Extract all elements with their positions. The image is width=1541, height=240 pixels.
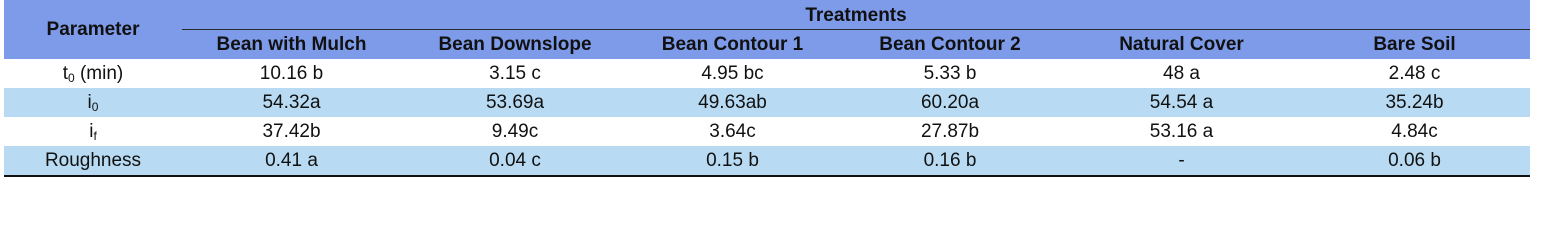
row-label-t0: $t_0$ (min) [62,62,124,85]
table-row-i0 [4,88,1530,117]
table-cell: 5.33 b [923,62,977,84]
table-cell: 27.87b [920,120,980,142]
table-cell: 37.42b [262,120,321,142]
table-cell: 10.16 b [259,62,324,84]
table-cell: 53.16 a [1149,120,1214,142]
table-cell: 4.95 bc [701,62,764,84]
column-header-natural-cover: Natural Cover [1064,30,1299,60]
table-cell: 2.48 c [1388,62,1441,84]
table-cell: 3.64c [709,120,756,142]
treatments-header: Treatments [182,0,1530,30]
results-table-container [4,0,1530,177]
table-cell: 4.84c [1391,120,1438,142]
table-cell: 60.20a [836,88,1064,117]
table-cell: 9.49c [491,120,539,142]
table-cell: 0.41 a [182,146,401,176]
table-cell: - [1064,146,1299,176]
column-header-bean-with-mulch: Bean with Mulch [182,30,401,60]
column-header-bean-contour-1: Bean Contour 1 [629,30,836,60]
table-row-roughness [4,146,1530,176]
treatments-table [4,0,1530,177]
table-cell: 3.15 c [489,62,541,84]
table-cell: 0.06 b [1299,146,1530,176]
row-label-roughness: Roughness [4,146,182,176]
table-cell: 0.16 b [836,146,1064,176]
table-row-t0 [4,59,1530,88]
table-cell: 0.15 b [629,146,836,176]
table-cell: 54.32a [182,88,401,117]
table-cell: 35.24b [1299,88,1530,117]
column-header-bean-downslope: Bean Downslope [401,30,629,60]
table-row-if [4,117,1530,146]
table-cell: 48 a [1163,62,1200,84]
table-cell: 49.63ab [629,88,836,117]
table-cell: 53.69a [401,88,629,117]
parameter-header: Parameter [4,0,182,59]
column-header-bare-soil: Bare Soil [1299,30,1530,60]
table-cell: 0.04 c [401,146,629,176]
row-label-i0: $i_0$ [4,88,182,117]
column-header-bean-contour-2: Bean Contour 2 [836,30,1064,60]
table-cell: 54.54 a [1064,88,1299,117]
row-label-if: $i_f$ [89,120,97,143]
